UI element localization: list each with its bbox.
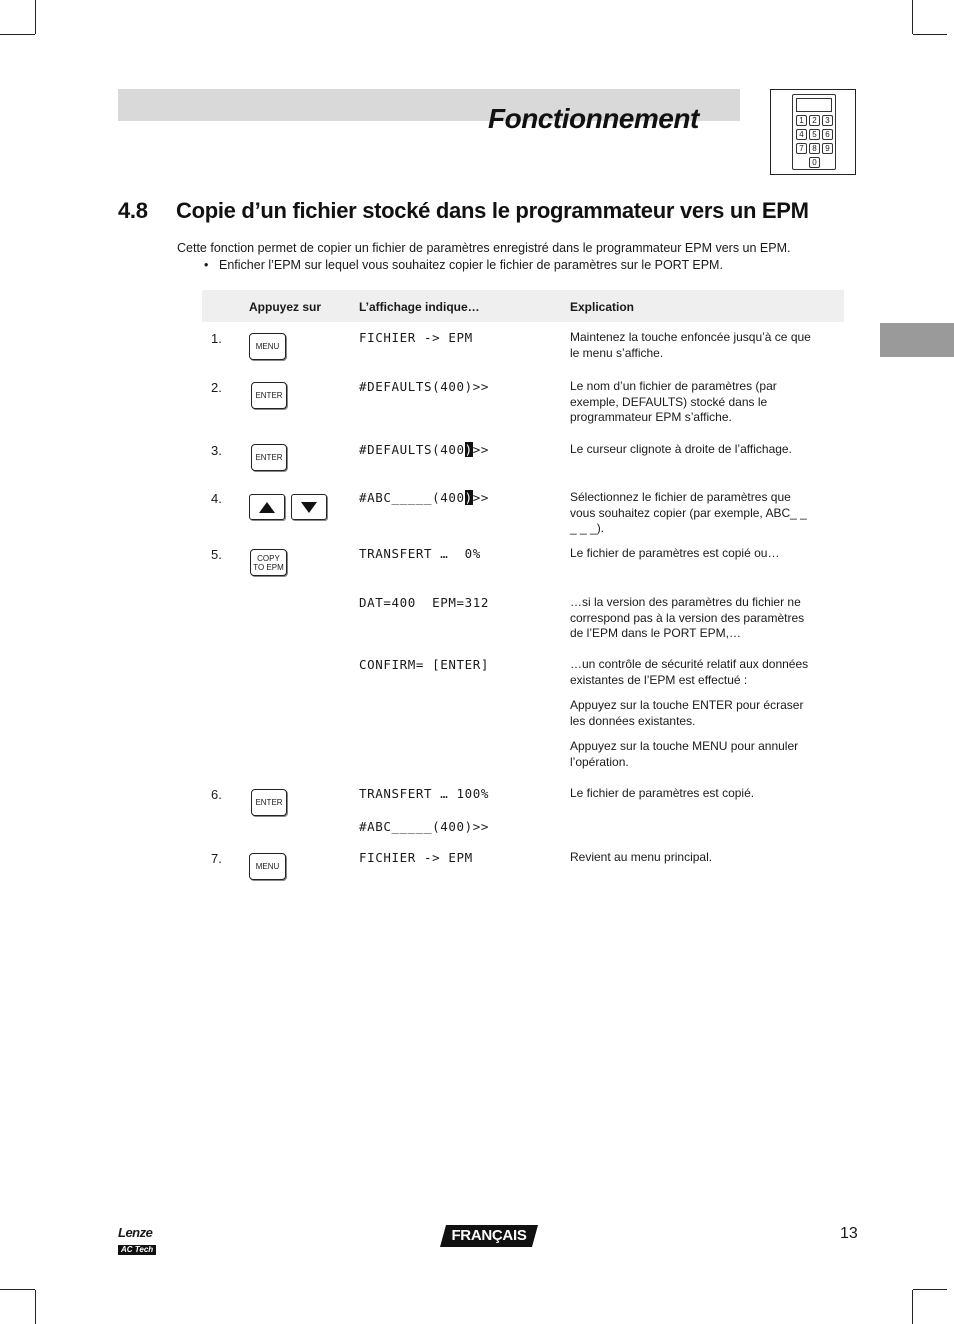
step-number: 7.: [211, 851, 222, 866]
column-header-press: Appuyez sur: [249, 300, 322, 314]
lcd-display: DAT=400 EPM=312: [359, 595, 490, 610]
explanation: Appuyez sur la touche ENTER pour écraser les données existantes.: [570, 698, 804, 728]
crop-mark: [912, 1290, 913, 1324]
lcd-display: [359, 442, 489, 457]
lcd-cursor: ): [464, 490, 473, 505]
keypad-key: 6: [822, 129, 833, 140]
bullet-item: [177, 257, 837, 274]
enter-key: ENTER: [251, 444, 287, 471]
step-number: 4.: [211, 491, 222, 506]
explanation: Le curseur clignote à droite de l’affichage.: [570, 442, 792, 456]
step-number: 6.: [211, 787, 222, 802]
keypad-key: 9: [822, 143, 833, 154]
table-header: [202, 290, 844, 322]
copy-to-epm-key: [250, 549, 287, 576]
keypad-key: 7: [796, 143, 807, 154]
intro-paragraph: Cette fonction permet de copier un fichier de paramètres enregistré dans le programmateur EPM vers un EPM.: [177, 241, 791, 255]
lcd-display: FICHIER -> EPM: [359, 330, 473, 345]
crop-mark: [0, 34, 35, 35]
explanation: …si la version des paramètres du fichier ne correspond pas à la version des paramètres de l’EPM dans le PORT EPM,…: [570, 595, 805, 640]
keypad-key: 5: [809, 129, 820, 140]
explanation: Le fichier de paramètres est copié ou…: [570, 546, 780, 560]
lcd-display: FICHIER -> EPM: [359, 850, 473, 865]
lcd-text: #ABC_____(400: [359, 490, 465, 505]
crop-mark: [912, 0, 913, 34]
explanation: Le nom d’un fichier de paramètres (par exemple, DEFAULTS) stocké dans le programmateur EPM s’affiche.: [570, 379, 777, 424]
keypad-key: 3: [822, 115, 833, 126]
lcd-cursor: ): [464, 442, 473, 457]
page-number: 13: [840, 1225, 858, 1242]
down-arrow-icon: [292, 495, 326, 519]
keypad-body: [792, 94, 836, 170]
keypad-display: [796, 98, 832, 112]
crop-mark: [913, 34, 947, 35]
explanation: Sélectionnez le fichier de paramètres que vous souhaitez copier (par exemple, ABC_ _ _ _ _).: [570, 490, 807, 535]
key-label: TO EPM: [253, 562, 284, 572]
sub-brand: AC Tech: [118, 1245, 156, 1255]
explanation: Appuyez sur la touche MENU pour annuler l’opération.: [570, 739, 799, 769]
lcd-text: >>: [472, 490, 490, 505]
brand-logo: [118, 1226, 156, 1257]
enter-key: ENTER: [251, 789, 287, 816]
keypad-key: 0: [809, 157, 820, 168]
section-heading: [118, 198, 809, 224]
lcd-display: #ABC_____(400)>>: [359, 819, 490, 834]
column-header-display: L’affichage indique…: [359, 300, 480, 314]
key-label: COPY: [257, 553, 280, 563]
enter-key: ENTER: [251, 382, 287, 409]
up-arrow-key: [249, 494, 285, 520]
lcd-display: CONFIRM= [ENTER]: [359, 657, 490, 672]
explanation: …un contrôle de sécurité relatif aux données existantes de l’EPM est effectué :: [570, 657, 809, 687]
keypad-icon: [770, 89, 856, 175]
menu-key: MENU: [249, 853, 286, 880]
keypad-key: 4: [796, 129, 807, 140]
explanation: Le fichier de paramètres est copié.: [570, 786, 755, 800]
intro-text: [177, 240, 837, 274]
lcd-text: #DEFAULTS(400: [359, 442, 465, 457]
page-title: Fonctionnement: [488, 103, 699, 134]
lcd-text: >>: [472, 442, 490, 457]
crop-mark: [913, 1289, 947, 1290]
step-number: 5.: [211, 547, 222, 562]
crop-mark: [35, 0, 36, 34]
column-header-explanation: Explication: [570, 300, 635, 314]
brand-name: Lenze: [118, 1225, 153, 1240]
lcd-display: TRANSFERT … 0%: [359, 546, 481, 561]
crop-mark: [35, 1290, 36, 1324]
language-label: FRANÇAIS: [451, 1227, 527, 1244]
keypad-key: 2: [809, 115, 820, 126]
step-number: 1.: [211, 331, 222, 346]
lcd-display: TRANSFERT … 100%: [359, 786, 490, 801]
step-number: 2.: [211, 380, 222, 395]
keypad-key: 1: [796, 115, 807, 126]
down-arrow-key: [291, 494, 327, 520]
lcd-display: #DEFAULTS(400)>>: [359, 379, 490, 394]
language-side-tab: [880, 323, 954, 357]
bullet-text: Enficher l’EPM sur lequel vous souhaitez copier le fichier de paramètres sur le PORT EPM.: [219, 258, 723, 272]
crop-mark: [0, 1289, 35, 1290]
section-title: Copie d’un fichier stocké dans le programmateur vers un EPM: [176, 198, 809, 223]
section-number: 4.8: [118, 198, 148, 223]
menu-key: MENU: [249, 333, 286, 360]
explanation: Maintenez la touche enfoncée jusqu’à ce que le menu s’affiche.: [570, 330, 811, 360]
keypad-key: 8: [809, 143, 820, 154]
step-number: 3.: [211, 443, 222, 458]
up-arrow-icon: [250, 495, 284, 519]
explanation: Revient au menu principal.: [570, 850, 713, 864]
lcd-display: [359, 490, 489, 505]
